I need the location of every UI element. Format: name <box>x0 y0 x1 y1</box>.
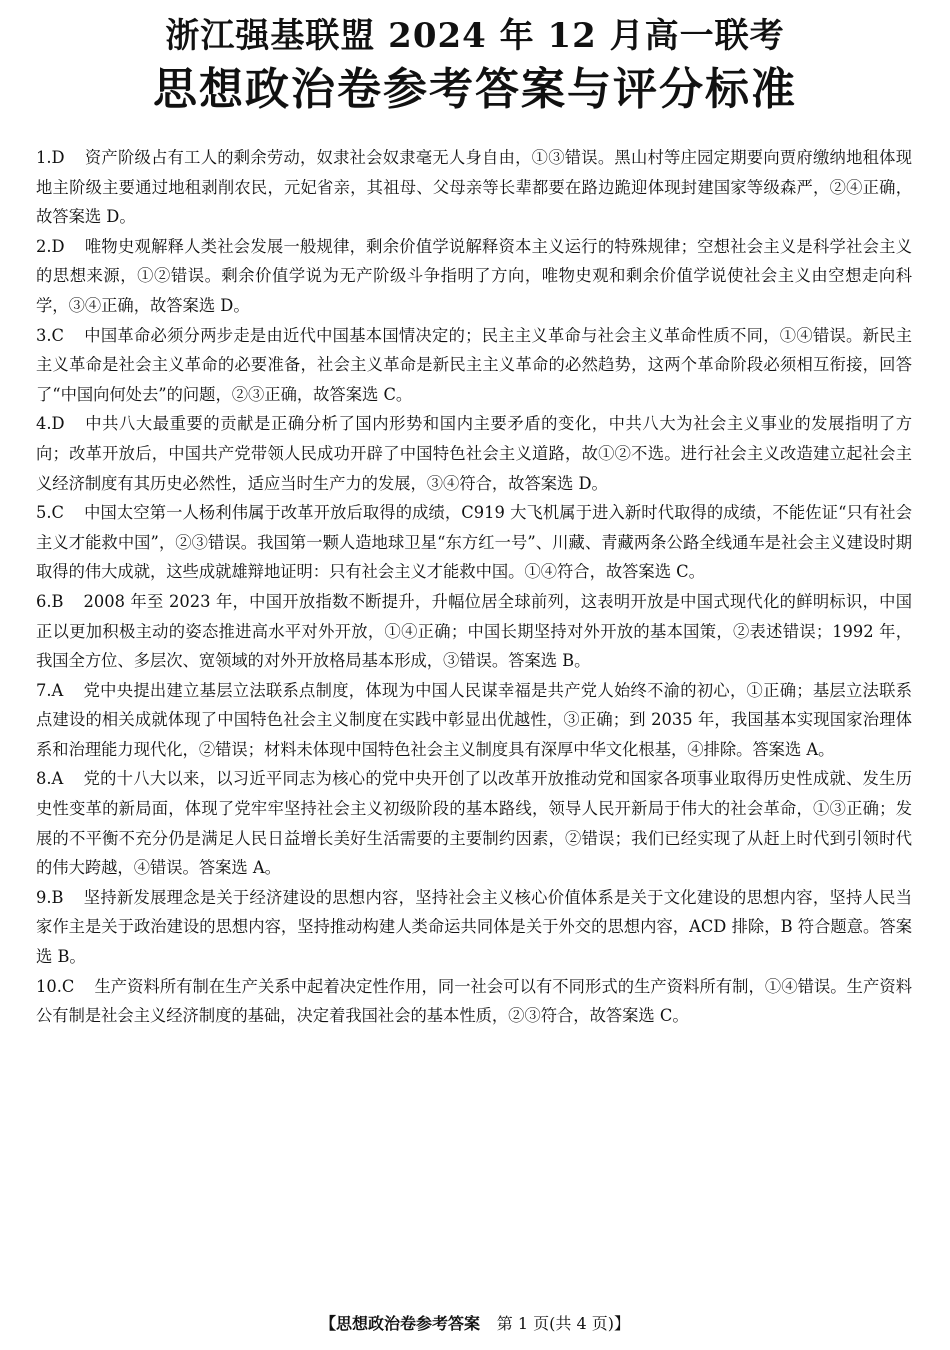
answer-item-1 <box>36 143 912 232</box>
answer-explanation: 中共八大最重要的贡献是正确分析了国内形势和国内主要矛盾的变化，中共八大为社会主义事业的发展指明了方向；改革开放后，中国共产党带领人民成功开辟了中国特色社会主义道路，故①②不选。进行社会主义改造建立起社会主义经济制度有其历史必然性，适应当时生产力的发展，③④符合，故答案选 D。 <box>36 414 912 493</box>
page-number: 第 1 页(共 4 页)】 <box>496 1314 630 1333</box>
answer-key: C <box>61 976 75 996</box>
answer-explanation: 唯物史观解释人类社会发展一般规律，剩余价值学说解释资本主义运行的特殊规律；空想社会主义是科学社会主义的思想来源，①②错误。剩余价值学说为无产阶级斗争指明了方向，唯物史观和剩余价值学说使社会主义由空想走向科学，③④正确，故答案选 D。 <box>36 236 912 315</box>
answer-explanation: 2008 年至 2023 年，中国开放指数不断提升，升幅位居全球前列，这表明开放是中国式现代化的鲜明标识，中国正以更加积极主动的姿态推进高水平对外开放，①④正确；中国长期坚持对外开放的基本国策，②表述错误；1992 年，我国全方位、多层次、宽领域的对外开放格局基本形成，③错误。答案选 B。 <box>36 591 912 671</box>
answer-key: C <box>51 503 65 523</box>
answer-explanation: 资产阶级占有工人的剩余劳动，奴隶社会奴隶毫无人身自由，①③错误。黑山村等庄园定期要向贾府缴纳地租体现地主阶级主要通过地租剥削农民，元妃省亲，其祖母、父母亲等长辈都要在路边跪迎体现封建国家等级森严，②④正确，故答案选 D。 <box>36 148 912 227</box>
answer-key: D <box>51 236 65 256</box>
answer-explanation: 生产资料所有制在生产关系中起着决定性作用，同一社会可以有不同形式的生产资料所有制，①④错误。生产资料公有制是社会主义经济制度的基础，决定着我国社会的基本性质，②③符合，故答案选 C。 <box>36 976 912 1026</box>
answer-number: 4. <box>36 414 52 434</box>
answer-number: 7. <box>36 680 52 700</box>
answer-item-2 <box>36 232 912 321</box>
answer-item-6 <box>36 587 912 676</box>
answer-item-5 <box>36 498 912 587</box>
answer-number: 9. <box>36 887 52 907</box>
answer-number: 5. <box>36 503 52 523</box>
answer-item-7 <box>36 676 912 765</box>
answer-item-3 <box>36 321 912 410</box>
answer-key: B <box>51 591 64 611</box>
answer-explanation: 中国太空第一人杨利伟属于改革开放后取得的成绩，C919 大飞机属于进入新时代取得的成绩，不能佐证“只有社会主义才能救中国”，②③错误。我国第一颗人造地球卫星“东方红一号”、川藏、青藏两条公路全线通车是社会主义建设时期取得的伟大成就，这些成就雄辩地证明：只有社会主义才能救中国。①④符合，故答案选 C。 <box>36 503 912 582</box>
answer-item-10 <box>36 972 912 1031</box>
answer-key: C <box>51 325 65 345</box>
answer-item-9 <box>36 883 912 972</box>
answer-number: 2. <box>36 236 52 256</box>
answer-key: D <box>51 148 65 167</box>
document-title: 思想政治卷参考答案与评分标准 <box>153 64 797 115</box>
answer-item-8 <box>36 764 912 882</box>
answer-explanation: 坚持新发展理念是关于经济建设的思想内容，坚持社会主义核心价值体系是关于文化建设的思想内容，坚持人民当家作主是关于政治建设的思想内容，坚持推动构建人类命运共同体是关于外交的思想内容，ACD 排除，B 符合题意。答案选 B。 <box>36 887 912 967</box>
answer-number: 1. <box>36 148 52 167</box>
page-footer <box>0 1311 950 1334</box>
answer-number: 8. <box>36 769 52 789</box>
answer-explanation: 中国革命必须分两步走是由近代中国基本国情决定的；民主主义革命与社会主义革命性质不同，①④错误。新民主主义革命是社会主义革命的必要准备，社会主义革命是新民主主义革命的必然趋势，这两个革命阶段必须相互衔接，回答了“中国向何处去”的问题，②③正确，故答案选 C。 <box>36 325 912 404</box>
answer-key: B <box>51 887 64 907</box>
footer-label: 【思想政治卷参考答案 <box>320 1314 481 1333</box>
answer-number: 6. <box>36 591 52 611</box>
answer-key: A <box>51 769 64 789</box>
answer-explanation: 党的十八大以来，以习近平同志为核心的党中央开创了以改革开放推动党和国家各项事业取得历史性成就、发生历史性变革的新局面，体现了党牢牢坚持社会主义初级阶段的基本路线，领导人民开新局于伟大的社会革命，①③正确；发展的不平衡不充分仍是满足人民日益增长美好生活需要的主要制约因素，②错误；我们已经实现了从赶上时代到引领时代的伟大跨越，④错误。答案选 A。 <box>36 769 912 878</box>
answer-number: 10. <box>36 976 62 996</box>
answer-list <box>36 143 912 1031</box>
answer-key: A <box>51 680 64 700</box>
answer-key: D <box>51 414 65 434</box>
answer-item-4 <box>36 409 912 498</box>
answer-number: 3. <box>36 325 52 345</box>
answer-explanation: 党中央提出建立基层立法联系点制度，体现为中国人民谋幸福是共产党人始终不渝的初心，①正确；基层立法联系点建设的相关成就体现了中国特色社会主义制度在实践中彰显出优越性，③正确；到 2035 年，我国基本实现国家治理体系和治理能力现代化，②错误；材料未体现中国特色社会主义制度具有深厚中华文化根基，④排除。答案选 A。 <box>36 680 912 759</box>
exam-title: 浙江强基联盟 2024 年 12 月高一联考 <box>165 16 785 56</box>
